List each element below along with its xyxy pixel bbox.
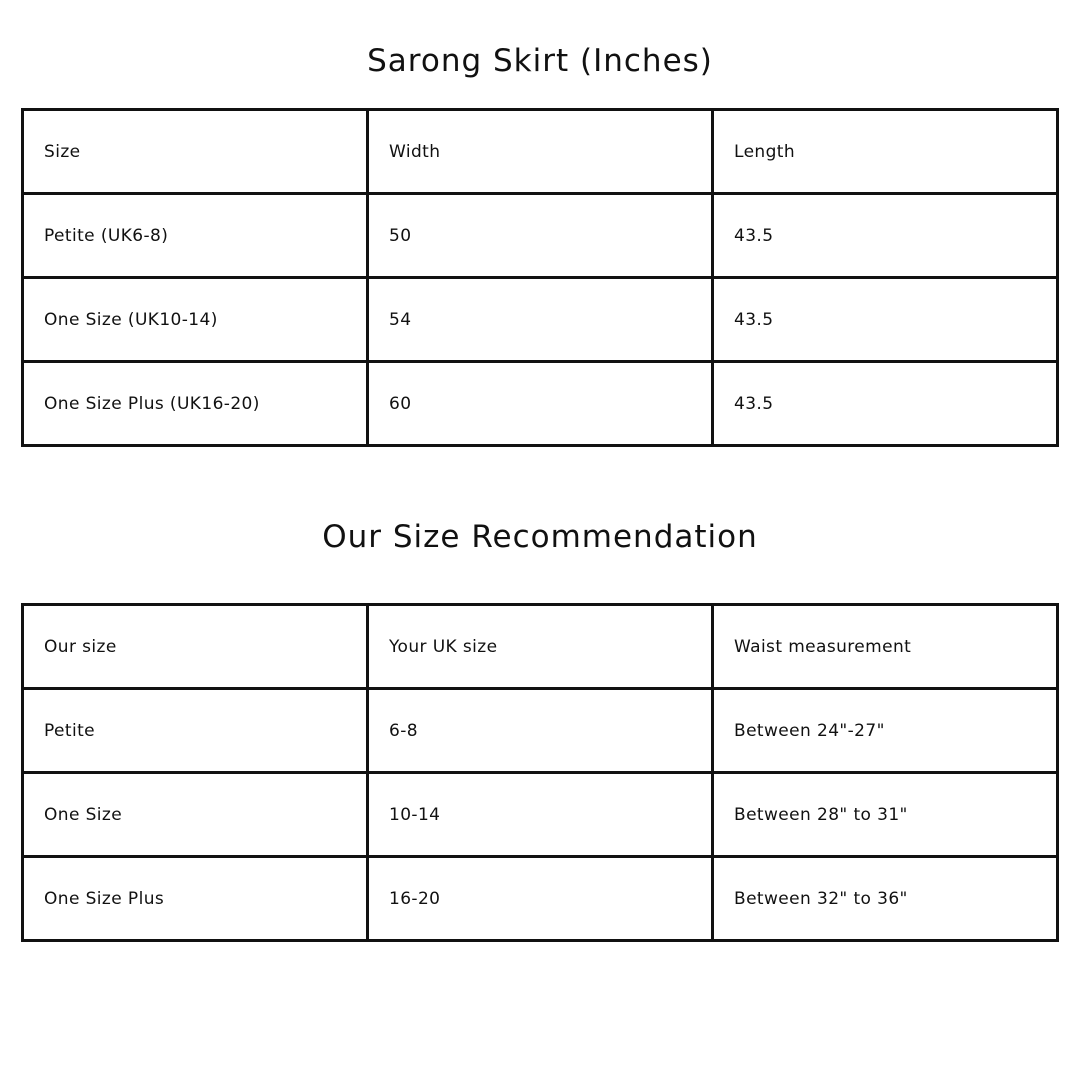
table-cell: 43.5 <box>713 194 1058 278</box>
size-recommendation-title: Our Size Recommendation <box>322 519 758 555</box>
header-cell: Size <box>23 110 368 194</box>
table-cell: One Size Plus (UK16-20) <box>23 362 368 446</box>
table-cell: 10-14 <box>368 773 713 857</box>
table-header-row <box>23 110 1058 194</box>
header-cell: Length <box>713 110 1058 194</box>
table-row <box>23 278 1058 362</box>
table-cell: Between 28" to 31" <box>713 773 1058 857</box>
table-row <box>23 689 1058 773</box>
table-cell: 60 <box>368 362 713 446</box>
table-cell: Between 32" to 36" <box>713 857 1058 941</box>
table-cell: 6-8 <box>368 689 713 773</box>
table-cell: 43.5 <box>713 278 1058 362</box>
header-cell: Our size <box>23 605 368 689</box>
table-cell: Petite (UK6-8) <box>23 194 368 278</box>
table-header-row <box>23 605 1058 689</box>
size-recommendation-table <box>21 603 1059 942</box>
table-row <box>23 773 1058 857</box>
header-cell: Waist measurement <box>713 605 1058 689</box>
table-cell: One Size <box>23 773 368 857</box>
header-cell: Your UK size <box>368 605 713 689</box>
table-row <box>23 194 1058 278</box>
skirt-measurements-title: Sarong Skirt (Inches) <box>367 43 713 79</box>
skirt-measurements-table <box>21 108 1059 447</box>
table-cell: 54 <box>368 278 713 362</box>
table-cell: One Size Plus <box>23 857 368 941</box>
table-cell: One Size (UK10-14) <box>23 278 368 362</box>
table-row <box>23 857 1058 941</box>
table-cell: 50 <box>368 194 713 278</box>
table-cell: 16-20 <box>368 857 713 941</box>
table-cell: 43.5 <box>713 362 1058 446</box>
table-cell: Between 24"-27" <box>713 689 1058 773</box>
header-cell: Width <box>368 110 713 194</box>
table-cell: Petite <box>23 689 368 773</box>
table-row <box>23 362 1058 446</box>
